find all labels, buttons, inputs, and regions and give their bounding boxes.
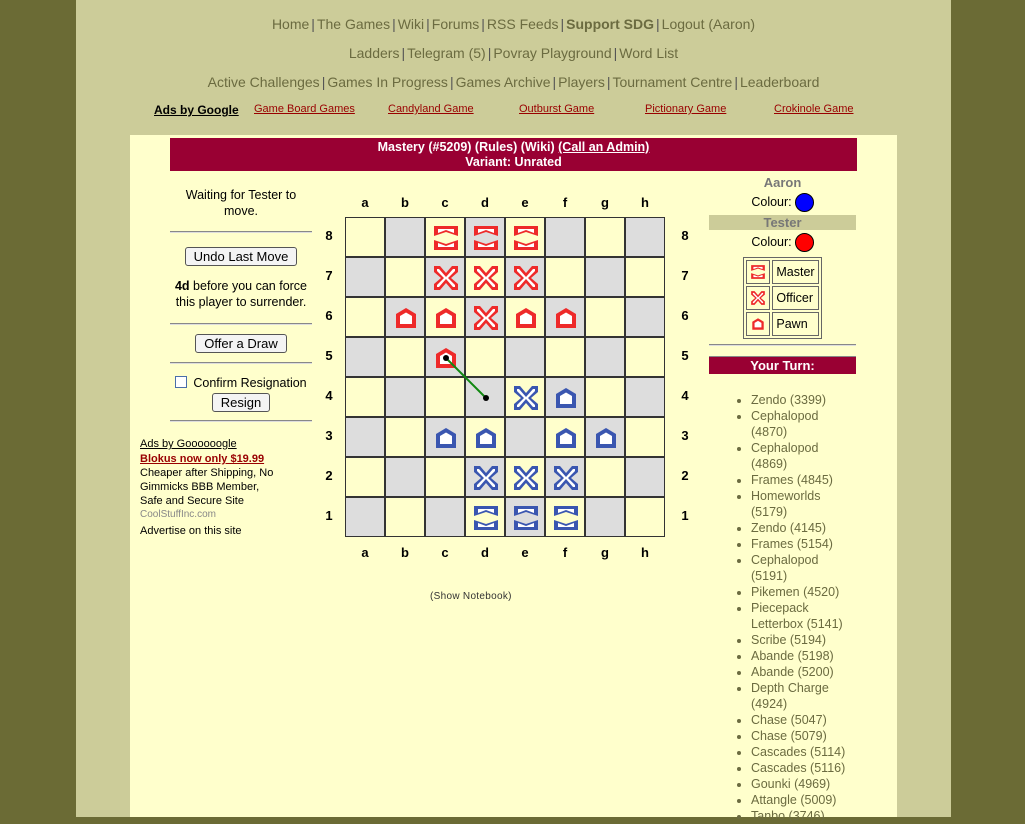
list-item: [751, 632, 856, 648]
square-h3[interactable]: [625, 417, 665, 457]
file-label-b: b: [401, 195, 409, 210]
legend-label: Pawn: [772, 312, 818, 336]
list-item: [751, 760, 856, 776]
list-item: [751, 392, 856, 408]
red-pawn-icon[interactable]: [432, 304, 460, 332]
legend-label: Master: [772, 260, 818, 284]
rank-label-8: 8: [681, 228, 689, 243]
list-item: [751, 808, 856, 824]
square-c6[interactable]: [425, 297, 465, 337]
square-a2[interactable]: [345, 457, 385, 497]
legend-row: [746, 312, 818, 336]
square-d8[interactable]: [465, 217, 505, 257]
rank-label-4: 4: [681, 388, 689, 403]
nav-link-rss-feeds[interactable]: RSS Feeds: [486, 16, 559, 32]
ad-row: [76, 103, 951, 121]
nav-row-secondary: [76, 45, 951, 61]
blue-officer-icon[interactable]: [512, 464, 540, 492]
game-board: [345, 217, 665, 537]
blue-pawn-icon[interactable]: [472, 424, 500, 452]
nav-separator: |: [613, 45, 618, 61]
nav-link-word-list[interactable]: Word List: [619, 45, 679, 61]
game-title-bar: [170, 138, 857, 171]
list-item: [751, 536, 856, 552]
blue-master-icon[interactable]: [512, 504, 540, 532]
list-item: [751, 712, 856, 728]
divider: [170, 420, 312, 422]
square-e6[interactable]: [505, 297, 545, 337]
square-h4[interactable]: [625, 377, 665, 417]
square-h7[interactable]: [625, 257, 665, 297]
game-link[interactable]: Cascades (5114): [751, 745, 846, 759]
square-e1[interactable]: [505, 497, 545, 537]
square-a8[interactable]: [345, 217, 385, 257]
square-f2[interactable]: [545, 457, 585, 497]
red-officer-icon[interactable]: [432, 264, 460, 292]
game-link[interactable]: Chase (5047): [751, 713, 827, 727]
square-a6[interactable]: [345, 297, 385, 337]
file-label-h: h: [641, 545, 649, 560]
ad-link-candyland[interactable]: Candyland Game: [388, 103, 474, 115]
officer-icon: [746, 286, 770, 310]
ad-link-game-board-games[interactable]: Game Board Games: [254, 103, 355, 115]
square-e2[interactable]: [505, 457, 545, 497]
nav-separator: |: [552, 74, 557, 90]
square-e3[interactable]: [505, 417, 545, 457]
list-item: [751, 472, 856, 488]
rank-label-7: 7: [325, 268, 333, 283]
blue-pawn-icon[interactable]: [552, 384, 580, 412]
square-g5[interactable]: [585, 337, 625, 377]
your-turn-header: Your Turn:: [709, 356, 856, 374]
ad-link-outburst[interactable]: Outburst Game: [519, 103, 595, 115]
file-label-e: e: [521, 545, 529, 560]
divider: [709, 344, 856, 346]
square-c7[interactable]: [425, 257, 465, 297]
surrender-text: before you can force this player to surrender.: [175, 279, 308, 309]
square-a3[interactable]: [345, 417, 385, 457]
ad-block: [140, 437, 275, 559]
ad-headline[interactable]: Blokus now only $19.99: [140, 453, 265, 465]
file-label-b: b: [401, 545, 409, 560]
square-f6[interactable]: [545, 297, 585, 337]
nav-link-active-challenges[interactable]: Active Challenges: [207, 74, 320, 90]
blue-officer-icon[interactable]: [472, 464, 500, 492]
your-turn-game-list: [709, 392, 856, 824]
divider: [170, 231, 312, 233]
rank-label-7: 7: [681, 268, 689, 283]
nav-link-ladders[interactable]: Ladders: [348, 45, 400, 61]
file-label-f: f: [562, 195, 568, 210]
square-b5[interactable]: [385, 337, 425, 377]
red-officer-icon[interactable]: [472, 304, 500, 332]
nav-link-forums[interactable]: Forums: [431, 16, 480, 32]
nav-separator: |: [734, 74, 738, 90]
nav-link-home[interactable]: Home: [271, 16, 310, 32]
legend-row: [746, 260, 818, 284]
game-link[interactable]: Attangle (5009): [751, 793, 837, 807]
page: [76, 0, 951, 823]
surrender-days: 4d: [174, 279, 190, 293]
nav-link-players[interactable]: Players: [558, 74, 605, 90]
advertise-link[interactable]: Advertise on this site: [140, 525, 242, 537]
square-f7[interactable]: [545, 257, 585, 297]
square-b2[interactable]: [385, 457, 425, 497]
nav-link-tournament-centre[interactable]: Tournament Centre: [612, 74, 733, 90]
square-g2[interactable]: [585, 457, 625, 497]
rank-label-1: 1: [681, 508, 689, 523]
red-master-icon[interactable]: [472, 224, 500, 252]
file-label-d: d: [481, 545, 489, 560]
nav-row-games: [76, 74, 951, 90]
game-link[interactable]: Frames (4845): [751, 473, 833, 487]
rank-label-1: 1: [325, 508, 333, 523]
game-link[interactable]: Chase (5079): [751, 729, 827, 743]
resign-button[interactable]: Resign: [212, 393, 270, 412]
right-panel: [709, 175, 856, 824]
list-item: [751, 792, 856, 808]
square-e8[interactable]: [505, 217, 545, 257]
square-c4[interactable]: [425, 377, 465, 417]
player2-name[interactable]: Tester: [709, 215, 856, 230]
list-item: [751, 680, 856, 712]
red-pawn-icon[interactable]: [432, 344, 460, 372]
square-b3[interactable]: [385, 417, 425, 457]
list-item: [751, 552, 856, 584]
square-h6[interactable]: [625, 297, 665, 337]
list-item: [751, 744, 856, 760]
red-pawn-icon[interactable]: [552, 304, 580, 332]
red-pawn-icon[interactable]: [392, 304, 420, 332]
player1-name[interactable]: Aaron: [763, 175, 802, 190]
game-title[interactable]: Mastery (#5209) (Rules) (Wiki): [377, 140, 555, 154]
file-label-f: f: [562, 545, 568, 560]
legend-label: Officer: [772, 286, 818, 310]
square-b8[interactable]: [385, 217, 425, 257]
square-e7[interactable]: [505, 257, 545, 297]
square-c5[interactable]: [425, 337, 465, 377]
confirm-resign-checkbox[interactable]: [175, 376, 187, 388]
square-d7[interactable]: [465, 257, 505, 297]
nav-link-logout-aaron[interactable]: Logout (Aaron): [661, 16, 756, 32]
nav-separator: |: [449, 74, 454, 90]
player1-colour: [709, 193, 856, 212]
left-panel: [170, 185, 312, 422]
nav-link-games-in-progress[interactable]: Games In Progress: [327, 74, 448, 90]
nav-link-povray-playground[interactable]: Povray Playground: [493, 45, 612, 61]
square-h1[interactable]: [625, 497, 665, 537]
square-h5[interactable]: [625, 337, 665, 377]
ad-link-pictionary[interactable]: Pictionary Game: [645, 103, 727, 115]
nav-separator: |: [606, 74, 611, 90]
square-b7[interactable]: [385, 257, 425, 297]
square-f1[interactable]: [545, 497, 585, 537]
file-label-g: g: [601, 545, 609, 560]
rank-label-2: 2: [325, 468, 333, 483]
pawn-icon: [746, 312, 770, 336]
game-link[interactable]: Homeworlds (5179): [751, 489, 821, 519]
status-message: Waiting for Tester to move.: [185, 188, 297, 218]
legend-row: [746, 286, 818, 310]
offer-draw-button[interactable]: Offer a Draw: [195, 334, 286, 353]
square-e5[interactable]: [505, 337, 545, 377]
square-d2[interactable]: [465, 457, 505, 497]
square-a4[interactable]: [345, 377, 385, 417]
game-link[interactable]: Zendo (3399): [751, 393, 827, 407]
list-item: [751, 648, 856, 664]
show-notebook-link[interactable]: (Show Notebook): [430, 591, 512, 602]
square-h8[interactable]: [625, 217, 665, 257]
game-link[interactable]: Gounki (4969): [751, 777, 831, 791]
nav-separator: |: [401, 45, 406, 61]
confirm-resign-label: Confirm Resignation: [193, 376, 307, 390]
list-item: [751, 408, 856, 440]
blue-officer-icon[interactable]: [512, 384, 540, 412]
nav-link-the-games[interactable]: The Games: [316, 16, 391, 32]
divider: [170, 323, 312, 325]
square-f4[interactable]: [545, 377, 585, 417]
game-link[interactable]: Depth Charge (4924): [751, 681, 829, 711]
square-d4[interactable]: [465, 377, 505, 417]
square-f3[interactable]: [545, 417, 585, 457]
nav-link-wiki[interactable]: Wiki: [397, 16, 425, 32]
rank-label-6: 6: [325, 308, 333, 323]
rank-label-6: 6: [681, 308, 689, 323]
red-master-icon[interactable]: [432, 224, 460, 252]
blue-colour-swatch: [795, 193, 814, 212]
rank-label-8: 8: [325, 228, 333, 243]
square-a5[interactable]: [345, 337, 385, 377]
square-d5[interactable]: [465, 337, 505, 377]
ad-link-crokinole[interactable]: Crokinole Game: [774, 103, 854, 115]
red-colour-swatch: [795, 233, 814, 252]
player1-colour-label: Colour:: [751, 194, 792, 209]
blue-pawn-icon[interactable]: [552, 424, 580, 452]
square-e4[interactable]: [505, 377, 545, 417]
red-pawn-icon[interactable]: [512, 304, 540, 332]
nav-separator: |: [392, 16, 396, 32]
square-g4[interactable]: [585, 377, 625, 417]
square-g6[interactable]: [585, 297, 625, 337]
ad-body: Cheaper after Shipping, No Gimmicks BBB Member, Safe and Secure Site: [140, 467, 274, 507]
game-link[interactable]: Cephalopod (4869): [751, 441, 819, 471]
rank-label-3: 3: [325, 428, 333, 443]
square-g8[interactable]: [585, 217, 625, 257]
piece-legend: [743, 257, 821, 339]
nav-separator: |: [487, 45, 492, 61]
nav-separator: |: [426, 16, 430, 32]
surrender-info: [170, 278, 312, 310]
red-officer-icon[interactable]: [512, 264, 540, 292]
game-panel: [130, 135, 897, 823]
list-item: [751, 520, 856, 536]
list-item: [751, 664, 856, 680]
square-f8[interactable]: [545, 217, 585, 257]
list-item: [751, 728, 856, 744]
variant-label: Variant: Unrated: [465, 155, 562, 169]
square-d1[interactable]: [465, 497, 505, 537]
nav-link-support-sdg[interactable]: Support SDG: [566, 16, 655, 32]
blue-officer-icon[interactable]: [552, 464, 580, 492]
square-g1[interactable]: [585, 497, 625, 537]
square-a1[interactable]: [345, 497, 385, 537]
nav-separator: |: [321, 74, 326, 90]
rank-label-4: 4: [325, 388, 333, 403]
player2-colour-label: Colour:: [751, 234, 792, 249]
game-link[interactable]: Piecepack Letterbox (5141): [751, 601, 843, 631]
game-link[interactable]: Abande (5198): [751, 649, 834, 663]
game-link[interactable]: Tanbo (3746): [751, 809, 825, 823]
rank-label-5: 5: [681, 348, 689, 363]
nav-link-leaderboard[interactable]: Leaderboard: [739, 74, 820, 90]
call-admin-link[interactable]: (Call an Admin): [558, 140, 650, 154]
file-label-d: d: [481, 195, 489, 210]
nav-separator: |: [311, 16, 315, 32]
file-label-g: g: [601, 195, 609, 210]
blue-master-icon[interactable]: [552, 504, 580, 532]
game-link[interactable]: Frames (5154): [751, 537, 833, 551]
square-g7[interactable]: [585, 257, 625, 297]
ad-site[interactable]: CoolStuffInc.com: [140, 509, 216, 520]
undo-button[interactable]: Undo Last Move: [185, 247, 298, 266]
rank-label-5: 5: [325, 348, 333, 363]
game-link[interactable]: Cephalopod (4870): [751, 409, 819, 439]
red-master-icon[interactable]: [512, 224, 540, 252]
file-label-c: c: [441, 545, 449, 560]
nav-separator: |: [560, 16, 565, 32]
ads-by-google-label[interactable]: Ads by Google: [154, 103, 239, 117]
game-link[interactable]: Scribe (5194): [751, 633, 827, 647]
square-d6[interactable]: [465, 297, 505, 337]
file-label-c: c: [441, 195, 449, 210]
square-b6[interactable]: [385, 297, 425, 337]
game-link[interactable]: Abande (5200): [751, 665, 834, 679]
red-officer-icon[interactable]: [472, 264, 500, 292]
blue-pawn-icon[interactable]: [592, 424, 620, 452]
list-item: [751, 440, 856, 472]
file-label-a: a: [361, 545, 369, 560]
square-c2[interactable]: [425, 457, 465, 497]
game-link[interactable]: Cephalopod (5191): [751, 553, 819, 583]
nav-link-games-archive[interactable]: Games Archive: [455, 74, 551, 90]
blue-master-icon[interactable]: [472, 504, 500, 532]
square-d3[interactable]: [465, 417, 505, 457]
nav-separator: |: [481, 16, 485, 32]
square-c8[interactable]: [425, 217, 465, 257]
file-label-h: h: [641, 195, 649, 210]
game-link[interactable]: Pikemen (4520): [751, 585, 840, 599]
square-c1[interactable]: [425, 497, 465, 537]
game-link[interactable]: Zendo (4145): [751, 521, 827, 535]
square-g3[interactable]: [585, 417, 625, 457]
square-b4[interactable]: [385, 377, 425, 417]
master-icon: [746, 260, 770, 284]
square-a7[interactable]: [345, 257, 385, 297]
file-label-e: e: [521, 195, 529, 210]
list-item: [751, 776, 856, 792]
square-f5[interactable]: [545, 337, 585, 377]
square-c3[interactable]: [425, 417, 465, 457]
nav-separator: |: [656, 16, 660, 32]
nav-link-telegram-5[interactable]: Telegram (5): [407, 45, 486, 61]
blue-pawn-icon[interactable]: [432, 424, 460, 452]
list-item: [751, 488, 856, 520]
game-link[interactable]: Cascades (5116): [751, 761, 846, 775]
rank-label-2: 2: [681, 468, 689, 483]
rank-label-3: 3: [681, 428, 689, 443]
file-label-a: a: [361, 195, 369, 210]
ad-header[interactable]: Ads by Goooooogle: [140, 438, 237, 450]
square-h2[interactable]: [625, 457, 665, 497]
list-item: [751, 600, 856, 632]
nav-row-primary: [76, 16, 951, 32]
square-b1[interactable]: [385, 497, 425, 537]
divider: [170, 362, 312, 364]
player2-colour: [709, 233, 856, 252]
list-item: [751, 584, 856, 600]
